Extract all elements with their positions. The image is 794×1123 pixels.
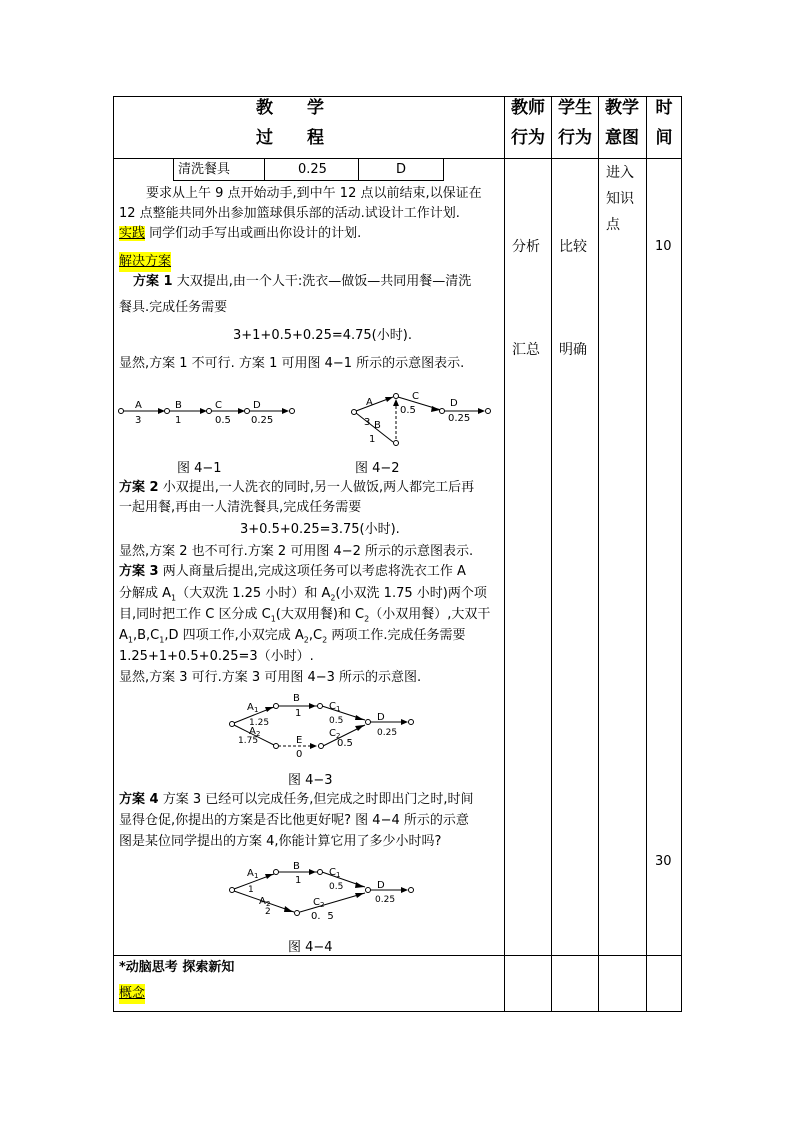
- svg-text:0.25: 0.25: [375, 895, 396, 905]
- svg-text:C: C: [412, 391, 419, 402]
- svg-text:1: 1: [175, 415, 182, 426]
- svg-text:C: C: [329, 867, 336, 878]
- figure-4-4-caption: 图 4−4: [288, 940, 333, 955]
- svg-text:A: A: [249, 726, 256, 737]
- svg-text:D: D: [377, 712, 385, 723]
- svg-text:1: 1: [254, 872, 259, 880]
- svg-text:A: A: [259, 896, 266, 907]
- svg-text:D: D: [253, 400, 261, 411]
- svg-text:D: D: [377, 880, 385, 891]
- svg-text:A: A: [247, 868, 254, 879]
- header-col-intent: 教学 意图: [605, 98, 639, 148]
- header-col-time: 时 间: [655, 98, 673, 148]
- inner-row-task: 清洗餐具: [178, 162, 231, 177]
- plan4-line-3: 图是某位同学提出的方案 4,你能计算它用了多少小时吗?: [119, 834, 442, 849]
- svg-text:2: 2: [266, 900, 271, 908]
- svg-text:3: 3: [135, 415, 142, 426]
- plan1-line-2: 餐具.完成任务需要: [119, 300, 228, 315]
- time-10: 10: [655, 239, 672, 254]
- svg-text:A: A: [247, 702, 254, 713]
- plan3-line-2: 分解成 $A_1$（大双洗 1.25 小时）和 $A_2$(小双洗 1.75 小时)两个项: [119, 586, 487, 603]
- time-30: 30: [655, 854, 672, 869]
- concept-label: 概念: [119, 984, 145, 1004]
- svg-text:C: C: [329, 701, 336, 712]
- plan3-formula: 1.25+1+0.5+0.25=3（小时）.: [119, 649, 314, 664]
- svg-text:1: 1: [369, 434, 376, 445]
- student-clarify: 明确: [559, 342, 587, 358]
- plan3-line-4: $A_1,B,C_1,D$ 四项工作,小双完成 $A_2,C_2$ 两项工作.完成任务需要: [119, 628, 466, 645]
- intro-line-1: 要求从上午 9 点开始动手,到中午 12 点以前结束,以保证在: [146, 186, 482, 201]
- plan2-formula: 3+0.5+0.25=3.75(小时).: [240, 522, 400, 537]
- svg-text:0.5: 0.5: [400, 405, 416, 416]
- svg-text:0．5: 0．5: [311, 911, 334, 922]
- svg-text:A: A: [135, 400, 142, 411]
- student-compare: 比较: [559, 239, 587, 255]
- svg-text:0.5: 0.5: [329, 716, 344, 726]
- solution-label: 解决方案: [119, 252, 171, 272]
- svg-text:1: 1: [336, 705, 341, 713]
- figure-4-3: [225, 688, 420, 758]
- svg-text:3: 3: [364, 417, 371, 428]
- plan2-conclusion: 显然,方案 2 也不可行.方案 2 可用图 4−2 所示的示意图表示.: [119, 544, 474, 559]
- practice-label: 实践: [119, 226, 146, 241]
- plan1-conclusion: 显然,方案 1 不可行. 方案 1 可用图 4−1 所示的示意图表示.: [119, 356, 465, 371]
- plan2-line-1: 方案 2 小双提出,一人洗衣的同时,另一人做饭,两人都完工后再: [119, 480, 475, 495]
- svg-text:2: 2: [320, 901, 325, 909]
- svg-text:2: 2: [265, 907, 271, 917]
- svg-text:2: 2: [336, 732, 341, 740]
- figure-4-4: [225, 852, 420, 924]
- figure-4-3-caption: 图 4−3: [288, 773, 333, 788]
- plan1-formula: 3+1+0.5+0.25=4.75(小时).: [233, 328, 412, 343]
- figure-4-2-caption: 图 4−2: [355, 461, 400, 476]
- svg-text:0: 0: [296, 749, 303, 758]
- svg-text:B: B: [293, 693, 300, 704]
- intent-enter-knowledge: 进入 知识 点: [606, 165, 634, 233]
- svg-text:0.25: 0.25: [251, 415, 274, 426]
- svg-text:1: 1: [254, 706, 259, 714]
- svg-text:0.5: 0.5: [337, 738, 353, 749]
- svg-text:1: 1: [336, 871, 341, 879]
- svg-text:B: B: [175, 400, 182, 411]
- svg-text:1.25: 1.25: [249, 718, 270, 728]
- inner-row-code: D: [396, 162, 407, 177]
- svg-text:0.25: 0.25: [448, 413, 471, 424]
- header-col-student: 学生 行为: [558, 98, 592, 148]
- svg-text:2: 2: [256, 730, 261, 738]
- plan4-line-2: 显得仓促,你提出的方案是否比他更好呢? 图 4−4 所示的示意: [119, 813, 469, 828]
- svg-text:1: 1: [248, 885, 254, 895]
- figure-4-2: [348, 385, 493, 450]
- svg-text:B: B: [293, 861, 300, 872]
- svg-text:C: C: [215, 400, 222, 411]
- svg-text:1.75: 1.75: [238, 736, 259, 746]
- svg-text:C: C: [329, 728, 336, 739]
- inner-row-time: 0.25: [298, 162, 327, 177]
- figure-4-1-caption: 图 4−1: [177, 461, 222, 476]
- svg-text:D: D: [450, 398, 458, 409]
- plan3-line-1: 方案 3 两人商量后提出,完成这项任务可以考虑将洗衣工作 A: [119, 564, 466, 579]
- svg-text:E: E: [296, 735, 303, 746]
- teacher-analyze: 分析: [512, 239, 540, 255]
- svg-text:0.25: 0.25: [377, 728, 398, 738]
- svg-text:A: A: [366, 397, 373, 408]
- teacher-summary: 汇总: [512, 342, 540, 358]
- plan4-line-1: 方案 4 方案 3 已经可以完成任务,但完成之时即出门之时,时间: [119, 792, 474, 807]
- intro-line-2: 12 点整能共同外出参加篮球俱乐部的活动.试设计工作计划.: [119, 206, 460, 221]
- svg-text:1: 1: [295, 708, 302, 719]
- svg-text:0.5: 0.5: [215, 415, 231, 426]
- header-col-process: 教 学 过 程: [256, 98, 324, 148]
- svg-text:C: C: [313, 897, 320, 908]
- plan1-line-1: 方案 1 大双提出,由一个人干:洗衣—做饭—共同用餐—清洗: [133, 274, 472, 289]
- practice-line: 实践 同学们动手写出或画出你设计的计划.: [119, 226, 362, 241]
- plan2-line-2: 一起用餐,再由一人清洗餐具,完成任务需要: [119, 500, 362, 515]
- header-col-teacher: 教师 行为: [511, 98, 545, 148]
- svg-text:0.5: 0.5: [329, 882, 344, 892]
- figure-4-1: [115, 392, 300, 432]
- svg-text:B: B: [374, 420, 381, 431]
- plan3-line-3: 目,同时把工作 C 区分成 $C_1$(大双用餐)和 $C_2$（小双用餐）,大双干: [119, 607, 491, 624]
- plan3-conclusion: 显然,方案 3 可行.方案 3 可用图 4−3 所示的示意图.: [119, 670, 422, 685]
- svg-text:1: 1: [295, 875, 302, 886]
- think-title: *动脑思考 探索新知: [119, 960, 235, 975]
